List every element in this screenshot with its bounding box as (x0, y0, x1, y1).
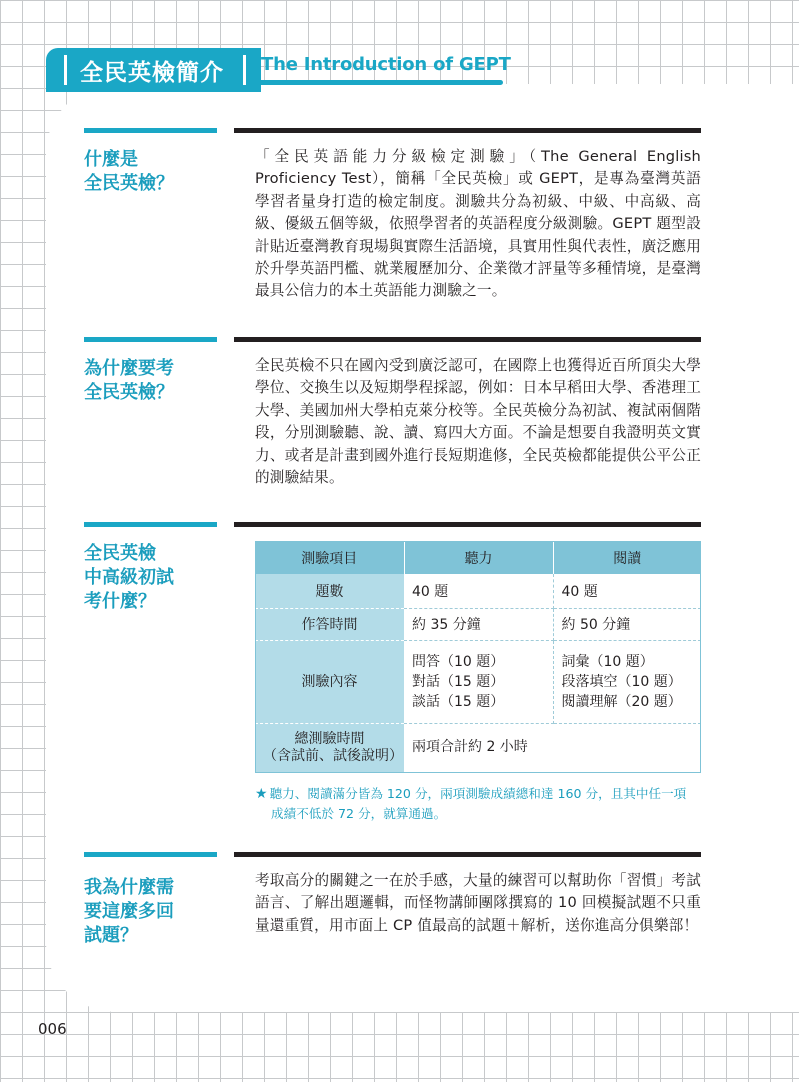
exam-table (255, 541, 701, 772)
table-cell (404, 640, 553, 723)
banner-divider-left (64, 55, 67, 85)
table-row (255, 640, 701, 723)
banner-divider-right (243, 55, 246, 85)
heading-line: 我為什麼需 (84, 877, 174, 898)
table-cell: 約 35 分鐘 (404, 608, 553, 640)
row-label: 測驗內容 (255, 640, 404, 723)
cell-line: 詞彙（10 題） (561, 653, 654, 670)
note-line: 成績不低於 72 分，就算通過。 (271, 806, 447, 821)
table-cell: 40 題 (553, 574, 701, 608)
table-row (255, 574, 701, 608)
cell-line: 閱讀理解（20 題） (561, 693, 682, 710)
section-body: 考取高分的關鍵之一在於手感，大量的練習可以幫助你「習慣」考試語言、了解出題邏輯，而怪物講師團隊撰寫的 10 回模擬試題不只重量還重質，用市面上 CP 值最高的試題＋解析，送你進高分俱樂部！ (255, 872, 701, 934)
row-label: 題數 (255, 574, 404, 608)
section-accent-rule (84, 522, 217, 527)
section-accent-rule (84, 337, 217, 342)
label-line: （含試前、試後說明） (263, 747, 403, 764)
cell-line: 問答（10 題） (412, 653, 505, 670)
section-accent-rule (84, 128, 217, 133)
cell-line: 對話（15 題） (412, 673, 505, 690)
table-header: 聽力 (404, 541, 553, 574)
table-row (255, 723, 701, 772)
heading-line: 什麼是 (84, 149, 138, 170)
page-subtitle: The Introduction of GEPT (261, 54, 511, 75)
star-icon: ★ (255, 786, 268, 802)
pass-note (255, 784, 701, 824)
subtitle-underline (261, 80, 503, 85)
section-heading (84, 542, 174, 614)
heading-line: 全民英檢 (84, 543, 156, 564)
heading-line: 為什麼要考 (84, 358, 174, 379)
section-divider-rule (234, 128, 701, 133)
label-line: 總測驗時間 (294, 730, 365, 747)
section-heading (84, 357, 174, 405)
section-heading (84, 148, 174, 196)
heading-line: 要這麼多回 (84, 901, 174, 922)
table-header: 閱讀 (553, 541, 701, 574)
table-cell: 40 題 (404, 574, 553, 608)
heading-line: 考什麼？ (84, 591, 156, 612)
heading-line: 中高級初試 (84, 567, 174, 588)
section-body: 「全民英語能力分級檢定測驗」（The General English Proficiency Test），簡稱「全民英檢」或 GEPT，是專為臺灣英語學習者量身打造的檢定制度。測驗共分為初級、中級、中高級、高級、優級五個等級，依照學習者的英語程度分級測驗。GEPT 題型設計貼近臺灣教育現場與實際生活語境，具實用性與代表性，廣泛應用於升學英語門檻、就業履歷加分、企業徵才評量等多種情境，是臺灣最具公信力的本土英語能力測驗之一。 (255, 148, 701, 300)
table-header: 測驗項目 (255, 541, 404, 574)
heading-line: 全民英檢？ (84, 173, 174, 194)
page-number: 006 (38, 1020, 67, 1038)
section-divider-rule (234, 522, 701, 527)
table-row (255, 608, 701, 640)
table-header-row (255, 541, 701, 574)
table-cell: 約 50 分鐘 (553, 608, 701, 640)
section-divider-rule (234, 337, 701, 342)
section-heading (84, 876, 174, 948)
row-label: 作答時間 (255, 608, 404, 640)
section-body: 全民英檢不只在國內受到廣泛認可，在國際上也獲得近百所頂尖大學學位、交換生以及短期學程採認，例如：日本早稻田大學、香港理工大學、美國加州大學柏克萊分校等。全民英檢分為初試、複試兩個階段，分別測驗聽、說、讀、寫四大方面。不論是想要自我證明英文實力、或者是計畫到國外進行長短期進修，全民英檢都能提供公平公正的測驗結果。 (255, 357, 701, 487)
page-title: 全民英檢簡介 (80, 60, 224, 86)
heading-line: 試題？ (84, 925, 138, 946)
table-cell: 兩項合計約 2 小時 (412, 739, 528, 756)
section-divider-rule (234, 852, 701, 857)
row-label (255, 723, 404, 772)
cell-line: 段落填空（10 題） (561, 673, 682, 690)
note-line: 聽力、閱讀滿分皆為 120 分，兩項測驗成績總和達 160 分，且其中任一項 (269, 786, 687, 801)
cell-line: 談話（15 題） (412, 693, 505, 710)
table-cell (553, 640, 701, 723)
heading-line: 全民英檢？ (84, 382, 174, 403)
section-accent-rule (84, 852, 217, 857)
subtitle-block (261, 54, 511, 75)
